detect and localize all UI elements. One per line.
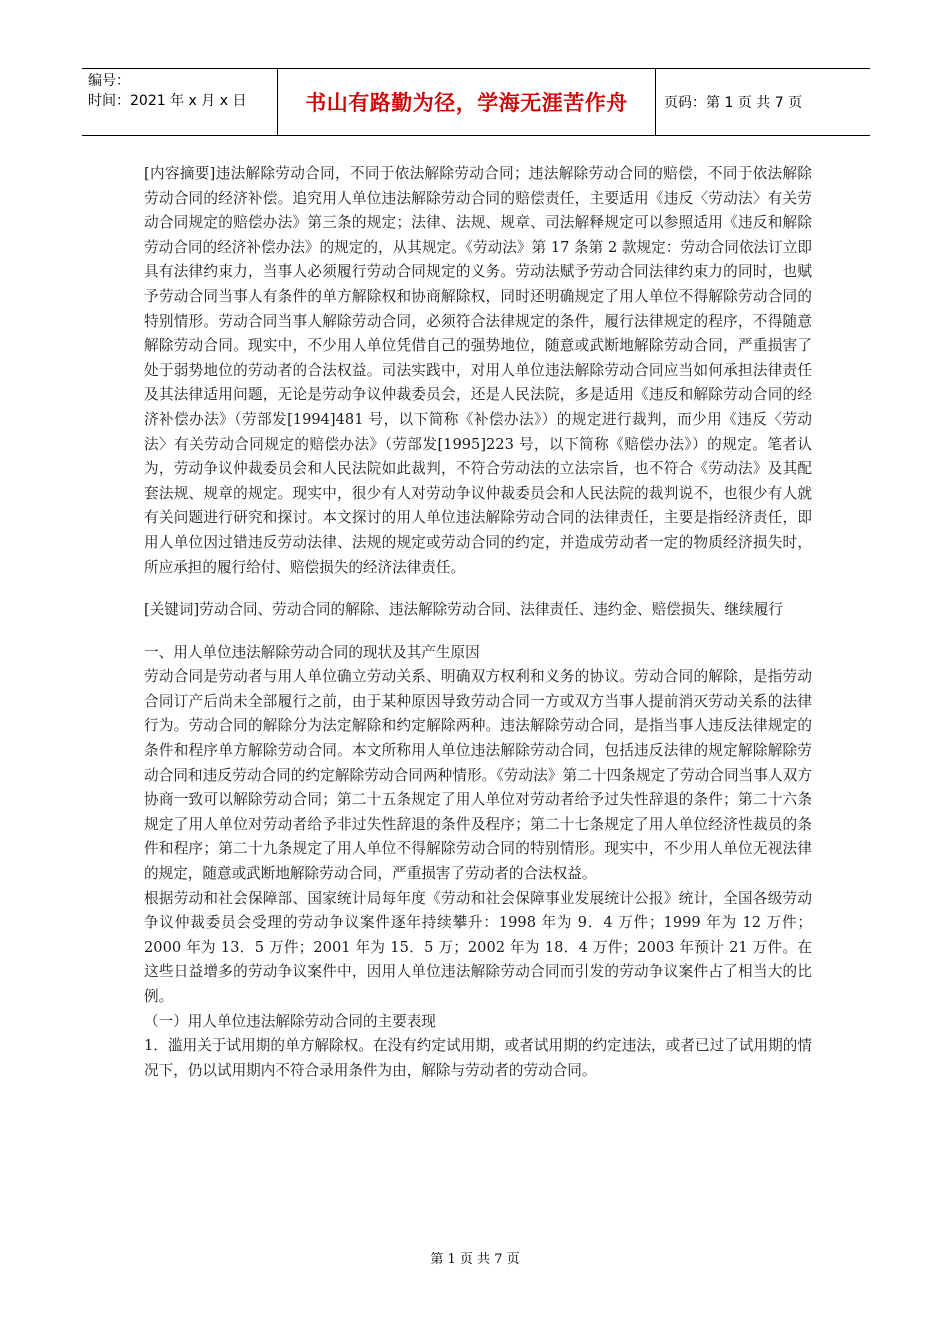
body-paragraph: 劳动合同是劳动者与用人单位确立劳动关系、明确双方权利和义务的协议。劳动合同的解除，是指劳动合同订产后尚未全部履行之前，由于某种原因导致劳动合同一方或双方当事人提前消灭劳动关系的法律行为。劳动合同的解除分为法定解除和约定解除两种。违法解除劳动合同，是指当事人违反法律规定的条件和程序单方解除劳动合同。本文所称用人单位违法解除劳动合同，包括违反法律的规定解除解除劳动合同和违反劳动合同的约定解除劳动合同两种情形。《劳动法》第二十四条规定了劳动合同当事人双方协商一致可以解除劳动合同；第二十五条规定了用人单位对劳动者给予过失性辞退的条件；第二十六条规定了用人单位对劳动者给予非过失性辞退的条件及程序；第二十七条规定了用人单位经济性裁员的条件和程序；第二十九条规定了用人单位不得解除劳动合同的特别情形。现实中，不少用人单位无视法律的规定，随意或武断地解除劳动合同，严重损害了劳动者的合法权益。 [144, 668, 812, 883]
header-page-number: 页码：第 1 页 共 7 页 [664, 95, 803, 111]
keywords-paragraph: [关键词]劳动合同、劳动合同的解除、违法解除劳动合同、法律责任、违约金、赔偿损失、继续履行 [144, 601, 783, 619]
abstract-paragraph: [内容摘要]违法解除劳动合同，不同于依法解除劳动合同；违法解除劳动合同的赔偿，不同于依法解除劳动合同的经济补偿。追究用人单位违法解除劳动合同的赔偿责任，主要适用《违反〈劳动法〉有关劳动合同规定的赔偿办法》第三条的规定；法律、法规、规章、司法解释规定可以参照适用《违反和解除劳动合同的经济补偿办法》的规定的，从其规定。《劳动法》第 17 条第 2 款规定：劳动合同依法订立即具有法律约束力，当事人必须履行劳动合同规定的义务。劳动法赋予劳动合同法律约束力的同时，也赋予劳动合同当事人有条件的单方解除权和协商解除权，同时还明确规定了用人单位不得解除劳动合同的特别情形。劳动合同当事人解除劳动合同，必须符合法律规定的条件，履行法律规定的程序，不得随意解除劳动合同。现实中，不少用人单位凭借自己的强势地位，随意或武断地解除劳动合同，严重损害了处于弱势地位的劳动者的合法权益。司法实践中，对用人单位违法解除劳动合同应当如何承担法律责任及其法律适用问题，无论是劳动争议仲裁委员会，还是人民法院，多是适用《违反和解除劳动合同的经济补偿办法》（劳部发[1994]481 号，以下简称《补偿办法》）的规定进行裁判，而少用《违反〈劳动法〉有关劳动合同规定的赔偿办法》（劳部发[1995]223 号，以下简称《赔偿办法》）的规定。笔者认为，劳动争议仲裁委员会和人民法院如此裁判，不符合劳动法的立法宗旨，也不符合《劳动法》及其配套法规、规章的规定。现实中，很少有人对劳动争议仲裁委员会和人民法院的裁判说不，也很少有人就有关问题进行研究和探讨。本文探讨的用人单位违法解除劳动合同的法律责任，主要是指经济责任，即用人单位因过错违反劳动法律、法规的规定或劳动合同的约定，并造成劳动者一定的物质经济损失时，所应承担的履行给付、赔偿损失的经济法律责任。 [144, 165, 812, 576]
section-heading: 一、用人单位违法解除劳动合同的现状及其产生原因 [144, 643, 480, 661]
document-body [144, 162, 812, 1083]
list-item: 1．滥用关于试用期的单方解除权。在没有约定试用期，或者试用期的约定违法，或者已过了试用期的情况下，仍以试用期内不符合录用条件为由，解除与劳动者的劳动合同。 [144, 1037, 812, 1079]
header-page-info [656, 69, 870, 135]
document-number-label: 编号： [88, 73, 130, 89]
header-motto-cell [278, 69, 656, 135]
header-meta [82, 69, 278, 135]
page-footer: 第 1 页 共 7 页 [430, 1252, 520, 1267]
header-motto: 书山有路勤为径，学海无涯苦作舟 [305, 91, 628, 115]
document-time-label: 时间：2021 年 x 月 x 日 [88, 93, 247, 109]
body-paragraph: 根据劳动和社会保障部、国家统计局每年度《劳动和社会保障事业发展统计公报》统计，全国各级劳动争议仲裁委员会受理的劳动争议案件逐年持续攀升：1998 年为 9．4 万件；1999 年为 12 万件；2000 年为 13．5 万件；2001 年为 15．5 万；2002 年为 18．4 万件；2003 年预计 21 万件。在这些日益增多的劳动争议案件中，因用人单位违法解除劳动合同而引发的劳动争议案件占了相当大的比例。 [144, 889, 812, 1005]
subsection-heading: （一）用人单位违法解除劳动合同的主要表现 [144, 1012, 436, 1030]
page-header [82, 68, 870, 136]
